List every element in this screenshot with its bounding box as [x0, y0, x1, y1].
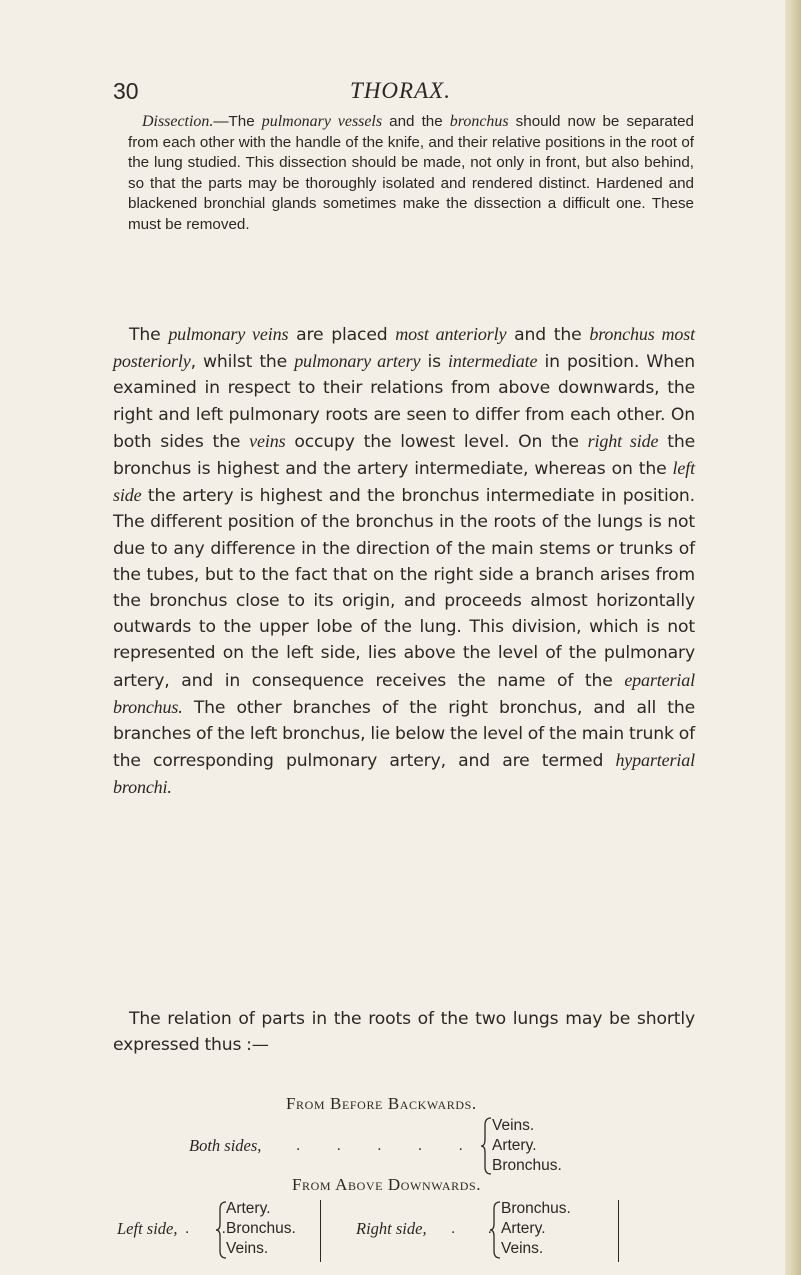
right-side-label: Right side,: [356, 1219, 427, 1238]
page-edge: [785, 0, 801, 1275]
summary-intro-paragraph: The relation of parts in the roots of the two lungs may be shortly expressed thus :—: [113, 1009, 695, 1056]
column-divider: [618, 1200, 619, 1262]
dissection-heading: Dissection.: [142, 113, 214, 130]
both-sides-leader-dots: . . . . .: [296, 1137, 479, 1154]
running-title: THORAX.: [350, 78, 451, 103]
left-side-leader-dots: . .: [185, 1220, 240, 1237]
page-header: [0, 78, 801, 108]
right-side-list: Bronchus. Artery. Veins.: [501, 1200, 571, 1257]
column-divider: [320, 1200, 321, 1262]
right-side-leader-dots: . .: [451, 1220, 506, 1237]
dissection-paragraph: Dissection.—The pulmonary vessels and the bronchus should now be separated from each other with the handle of the knife, and their relative positions in the root of the lung studied. This dissection should be made, not only in front, but also behind, so that the parts may be thoroughly isolated and rendered distinct. Hardened and blackened bronchial glands sometimes make the dissection a difficult one. These must be removed.: [128, 113, 694, 233]
before-backwards-heading: From Before Backwards.: [286, 1094, 477, 1113]
left-side-label: Left side,: [117, 1219, 178, 1238]
left-side-list: Artery. Bronchus. Veins.: [226, 1200, 296, 1257]
page-number: 30: [113, 78, 139, 104]
both-sides-list: Veins. Artery. Bronchus.: [492, 1117, 562, 1174]
above-downwards-heading: From Above Downwards.: [292, 1175, 482, 1194]
relations-paragraph: The pulmonary veins are placed most anteriorly and the bronchus most posteriorly, whilst the pulmonary artery is intermediate in position. When examined in respect to their relations from above downwards, the right and left pulmonary roots are seen to differ from each other. On both sides the veins occupy the lowest level. On the right side the bronchus is highest and the artery intermediate, whereas on the left side the artery is highest and the bronchus intermediate in position. The different position of the bronchus in the roots of the lungs is not due to any difference in the direction of the main stems or trunks of the tubes, but to the fact that on the right side a branch arises from the bronchus close to its origin, and proceeds almost horizontally outwards to the upper lobe of the lung. This division, which is not represented on the left side, lies above the level of the pulmonary artery, and in consequence receives the name of the eparterial bronchus. The other branches of the right bronchus, and all the branches of the left bronchus, lie below the level of the main trunk of the corresponding pulmonary artery, and are termed hyparterial bronchi.: [113, 324, 695, 798]
both-sides-label: Both sides,: [189, 1136, 262, 1155]
